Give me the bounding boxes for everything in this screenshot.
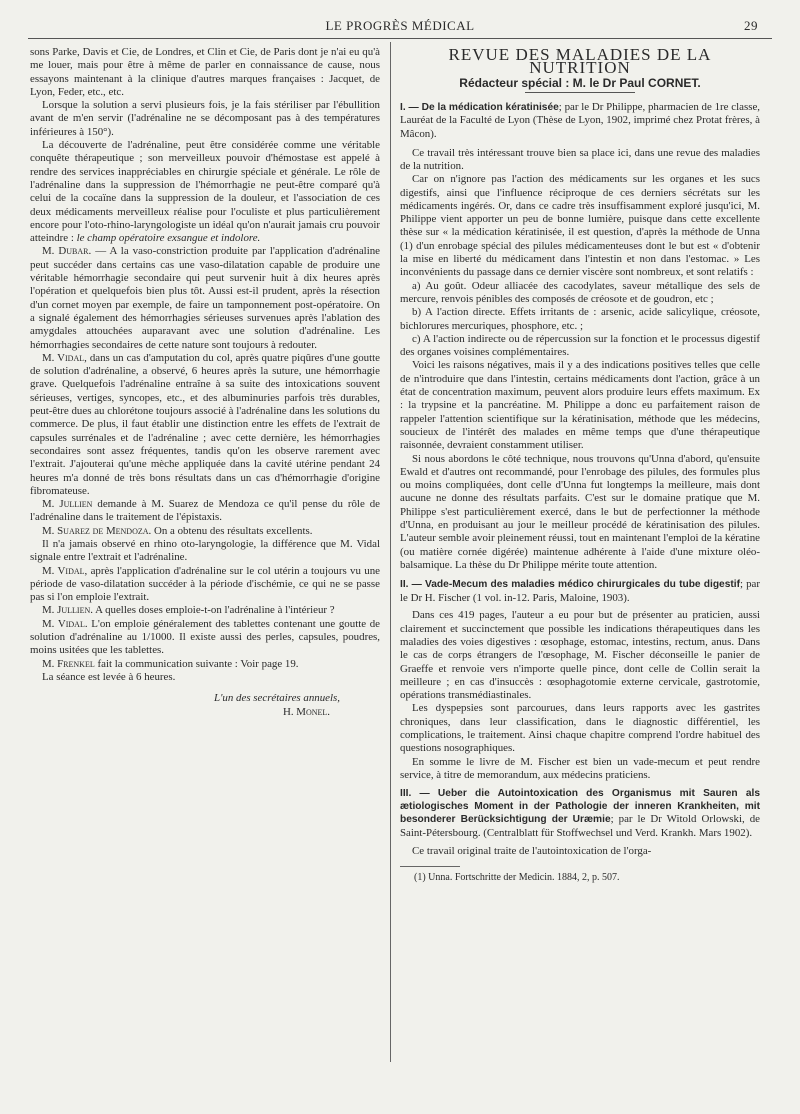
section-reference: ; par le Dr Philippe, pharmacien de 1re classe, Lauréat de la Faculté de Lyon (Thèse de Lyon, 1902, imprimé chez Protat frères, à Mâcon). bbox=[400, 100, 760, 141]
header-rule bbox=[28, 38, 772, 39]
paragraph: Il n'a jamais observé en rhino oto-laryngologie, la différence que M. Vidal signale entre l'extrait et l'adrénaline. bbox=[30, 537, 380, 564]
page-header bbox=[30, 14, 770, 36]
speaker-name: M. Vidal. bbox=[42, 617, 88, 630]
speaker-paragraph bbox=[30, 525, 380, 538]
section-heading bbox=[400, 788, 760, 840]
speaker-text: fait la communication suivante : Voir page 19. bbox=[97, 657, 299, 670]
italic-conclusion: le champ opératoire exsangue et indolore. bbox=[76, 232, 261, 245]
section-reference: ; par le Dr Witold Orlowski, de Saint-Pétersbourg. (Centralblatt für Stoffwechsel und Verd. Krankh. Mars 1902). bbox=[400, 813, 760, 839]
footnote-rule bbox=[400, 866, 460, 867]
speaker-name: M. Frenkel bbox=[42, 657, 95, 670]
section-reference: ; par le Dr H. Fischer (1 vol. in-12. Paris, Maloine, 1903). bbox=[400, 578, 760, 604]
speaker-text: — A la vaso-constriction produite par l'application d'adrénaline peut succéder dans certains cas une vaso-dilatation capable de produire une véritable hémorrhagie secondaire qui peut survenir huit à dix heures après l'opération et quelquefois bien plus tôt. Aussi est-il prudent, après la résection d'un cornet moyen par exemple, de faire un tamponnement post-opératoire. On a signalé également des hémorrhagies sérieuses survenues après l'ablation des amygdales attouchées auparavant avec une solution d'adrénaline. Les hémorrhagies secondaires de cette nature sont toujours à redouter. bbox=[30, 245, 381, 351]
section-title: III. — Ueber die Autointoxication des Organismus mit Sauren als ætiologisches Moment in der Pathologie der inneren Krankheiten, mit besonderer Berücksichtigung der Uræmie bbox=[400, 788, 760, 826]
footnote: (1) Unna. Fortschritte der Medicin. 1884, 2, p. 507. bbox=[414, 871, 620, 883]
section-title: II. — Vade-Mecum des maladies médico chirurgicales du tube digestif bbox=[400, 579, 740, 591]
speaker-paragraph bbox=[30, 618, 380, 658]
column-divider bbox=[390, 42, 391, 1062]
section-title: I. — De la médication kératinisée bbox=[400, 101, 559, 113]
speaker-paragraph bbox=[30, 352, 380, 498]
speaker-name: M. Vidal, bbox=[42, 351, 87, 364]
paragraph: Dans ces 419 pages, l'auteur a eu pour but de présenter au praticien, aussi clairement et succinctement que possible les indications thérapeutiques dans les maladies des voies digestives : œsophage, estomac, intestins, rectum, anus. Dans le cas de corps étrangers de l'œsophage, M. Fischer déconseille le panier de Graeffe et renvoie vers n'importe quelle pince, dont celle de Collin serait la meilleure ; en cas d'insuccès : œsophagotomie externe cervicale, gastrotomie, opérations transmédiastinales. bbox=[400, 609, 760, 702]
paragraph: Si nous abordons le côté technique, nous trouvons qu'Unna d'abord, qu'ensuite Ewald et d'autres ont recommandé, pour l'enrobage des pilules, des formules plus ou moins compliquées, dont celle d'Unna fut longtemps la meilleure, mais dont aucune ne donne des résultats parfaits. C'est sur le domaine pratique que M. Philippe s'est particulièrement exercé, dans le but de perfectionner la méthode d'Unna, en produisant au jour le meilleur procédé de kératinisation des pilules. L'auteur semble avoir pleinement réussi, tout en maintenant l'emploi de la kératine (ou matière cornée digérée) maintenue adhérente à l'aide d'une mixture oléo-balsamique. La thèse du Dr Philippe mérite toute attention. bbox=[400, 452, 760, 571]
list-item: a) Au goût. Odeur alliacée des cacodylates, saveur métallique des sels de mercure, renvois pénibles des composés de créosote et de goudron, etc ; bbox=[400, 279, 760, 305]
paragraph: sons Parke, Davis et Cie, de Londres, et Clin et Cie, de Paris dont je n'ai eu qu'à me louer, mais pour être à même de parler en connaissance de cause, nous essayons maintenant à la clinique d'autres marques françaises : Jacquet, de Lyon, Feder, etc., etc. bbox=[30, 46, 380, 98]
paragraph: Ce travail très intéressant trouve bien sa place ici, dans une revue des maladies de la nutrition. bbox=[400, 146, 760, 172]
speaker-text: après l'application d'adrénaline sur le col utérin a toujours vu une période de vaso-dilatation succéder à la période d'ischémie, ce qui ne se passe pas si l'on emploie l'extrait. bbox=[30, 564, 381, 604]
speaker-text: A quelles doses emploie-t-on l'adrénaline à l'intérieur ? bbox=[95, 604, 335, 617]
speaker-name: M. Jullien. bbox=[42, 604, 93, 617]
review-title: REVUE DES MALADIES DE LA NUTRITION bbox=[448, 45, 712, 78]
speaker-name: M. Suarez de Mendoza. bbox=[42, 524, 152, 537]
paragraph: Voici les raisons négatives, mais il y a des indications positives telles que celle de n'introduire que dans l'intestin, certains médicaments dont l'action, grâce à un état de concentration maximum, peuvent alors produire leurs effets maximum. Ex : la trypsine et la pancréatine. M. Philippe a donc eu parfaitement raison de rappeler l'attention scientifique sur la kératinisation, méthode que les médecins, soucieux de l'intérêt des malades en même temps que d'une thérapeutique raisonnée, devraient constamment utiliser. bbox=[400, 359, 760, 452]
signature-role: L'un des secrétaires annuels, bbox=[214, 692, 340, 705]
paragraph: Ce travail original traite de l'autointoxication de l'orga- bbox=[412, 844, 652, 857]
speaker-text: demande à M. Suarez de Mendoza ce qu'il pense du rôle de l'adrénaline dans le traitement de l'épistaxis. bbox=[30, 498, 380, 524]
speaker-paragraph bbox=[30, 498, 380, 525]
paragraph: Lorsque la solution a servi plusieurs fois, je la fais stériliser par l'ébullition avant de m'en servir (l'adrénaline ne se décomposant pas à des températures inférieures à 150°). bbox=[30, 99, 380, 138]
speaker-text: dans un cas d'amputation du col, après quatre piqûres d'une goutte de solution d'adrénaline, a observé, 6 heures après la suture, une hémorrhagie grave. Quelquefois l'adrénaline entraîne à sa suite des intoxications souvent sérieuses, vertiges, syncopes, etc., et des albuminuries parfois très durables, peut-être dues au chlorétone toujours associé à l'adrénaline dans les solutions du commerce. De plus, il faut établir une distinction entre les effets de l'extrait de capsules surrénales et de l'adrénaline ; avec cette dernière, les hémorrhagies secondaires sont assez fréquentes, tandis qu'on les observe rarement avec l'extrait. J'ajouterai qu'une mèche appliquée dans la cavité utérine pendant 24 heures m'a donné de très bons résultats dans un cas d'hémorrhagie d'origine fibromateuse. bbox=[30, 351, 380, 497]
speaker-text: On a obtenu des résultats excellents. bbox=[153, 524, 313, 537]
journal-title: LE PROGRÈS MÉDICAL bbox=[325, 18, 475, 33]
review-editor: Rédacteur spécial : M. le Dr Paul CORNET. bbox=[459, 75, 701, 90]
session-closing: La séance est levée à 6 heures. bbox=[42, 670, 176, 683]
right-column bbox=[400, 46, 760, 884]
list-item: b) A l'action directe. Effets irritants de : arsenic, acide salicylique, créosote, bichlorures mercuriques, phosphore, etc. ; bbox=[400, 306, 760, 332]
paragraph: En somme le livre de M. Fischer est bien un vade-mecum et peut rendre service, à titre de memorandum, aux médecins praticiens. bbox=[400, 755, 760, 781]
paragraph-text: La découverte de l'adrénaline, peut être considérée comme une véritable conquête thérapeutique ; son merveilleux pouvoir d'hémostase est appelé à rendre des services inappréciables en chirurgie spéciale et générale. Le rôle de l'adrénaline dans la suppression de l'hémorrhagie ne peut-être comparé qu'à celui de la cocaïne dans la suppression de la douleur, et l'association de ces deux médicaments merveilleux réalise pour l'oculiste et plus particulièrement encore pour l'oto-rhino-laryngologiste un idéal qu'on n'aurait jamais cru pouvoir atteindre : bbox=[30, 139, 380, 245]
paragraph: Car on n'ignore pas l'action des médicaments sur les organes et les sucs digestifs, ainsi que l'influence réciproque de ces derniers sécrétats sur les médicaments ingérés. Or, dans ce cadre très insuffisamment exploré jusqu'ici, M. Philippe vient apporter un peu de bonne lumière, puisque dans cette excellente thèse sur « la médication kératinisée, il est question, d'après la méthode de Unna (1) d'un enrobage spécial des pilules médicamenteuses dont le but est « d'obtenir la mise en liberté du médicament dans l'intestin et non dans l'estomac. » Les inconvénients du passage dans ce dernier viscère sont nombreux, et sont relatifs : bbox=[400, 173, 760, 279]
speaker-paragraph bbox=[30, 604, 380, 617]
section-heading bbox=[400, 101, 760, 142]
speaker-name: M. Vidal, bbox=[42, 564, 88, 577]
page-number: 29 bbox=[744, 18, 758, 33]
speaker-paragraph bbox=[30, 565, 380, 605]
speaker-name: M. Dubar. bbox=[42, 245, 92, 258]
paragraph: Les dyspepsies sont parcourues, dans leurs rapports avec les gastrites chroniques, dans leur classification, dans le diagnostic différentiel, les complications, le traitement. Ainsi chaque chapitre comprend l'ordre habituel des questions nosographiques. bbox=[400, 702, 760, 755]
speaker-name: M. Jullien bbox=[42, 498, 93, 511]
list-item: c) A l'action indirecte ou de répercussion sur la fonction et le processus digestif des organes voisines complémentaires. bbox=[400, 332, 760, 359]
speaker-paragraph bbox=[30, 245, 380, 351]
signature-name: H. Monel. bbox=[282, 705, 330, 718]
section-rule bbox=[525, 92, 635, 93]
speaker-paragraph bbox=[30, 658, 380, 671]
paragraph bbox=[30, 139, 380, 245]
speaker-text: L'on emploie généralement des tablettes contenant une goutte de solution d'adrénaline au 1/1000. Il existe aussi des perles, capsules, poudres, moins usitées que les tablettes. bbox=[30, 617, 381, 657]
left-column bbox=[30, 46, 380, 719]
section-heading bbox=[400, 578, 760, 605]
